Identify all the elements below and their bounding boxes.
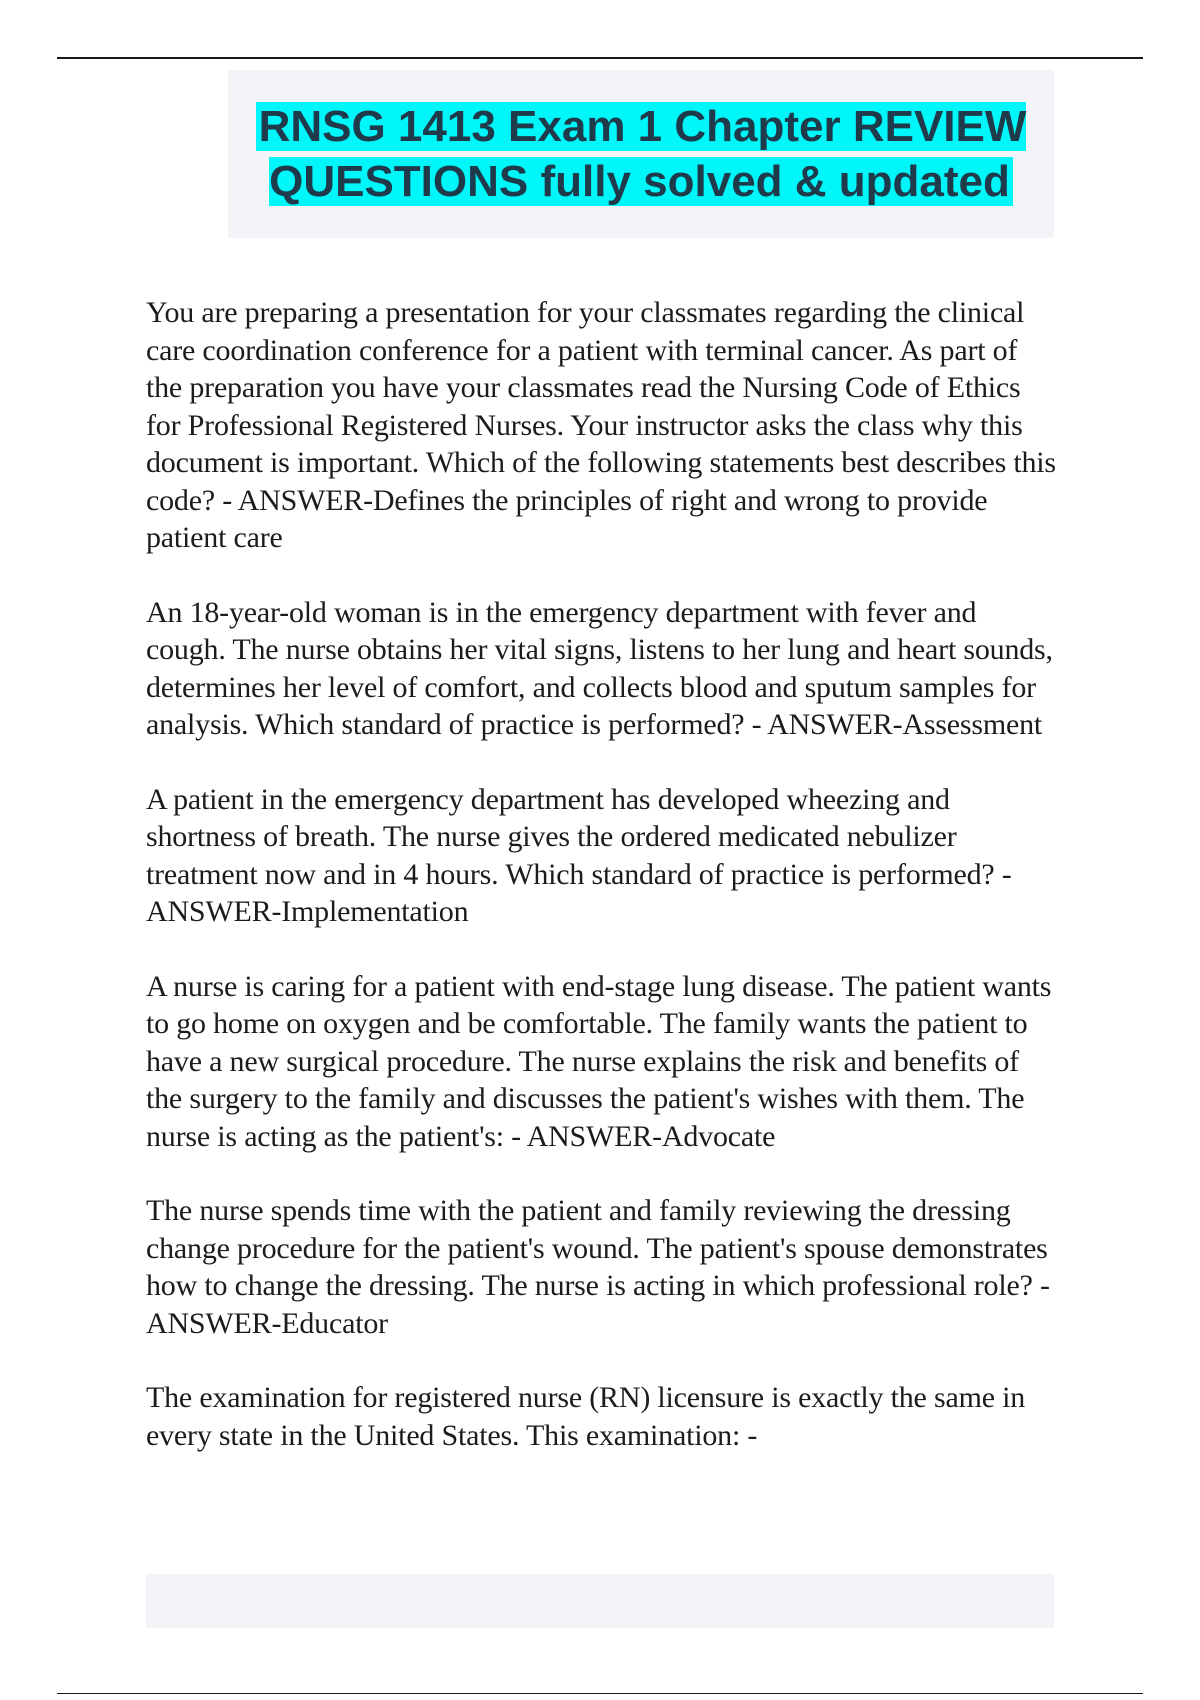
question-item: A nurse is caring for a patient with end-stage lung disease. The patient wants to go home on oxygen and be comfortable. The family wants the patient to have a new surgical procedure. The nurse explains the risk and benefits of the surgery to the family and discusses the patient's wishes with them. The nurse is acting as the patient's: - ANSWER-Advocate [146,969,1052,1153]
footer-placeholder [146,1574,1054,1628]
question-item: The examination for registered nurse (RN) licensure is exactly the same in every state in the United States. This examination: - [146,1381,1026,1452]
title-highlight: RNSG 1413 Exam 1 Chapter REVIEW QUESTIONS fully solved & updated [256,102,1027,206]
bottom-rule [57,1693,1143,1694]
top-rule [57,57,1143,59]
question-list [146,294,1056,1491]
document-title [228,99,1054,209]
question-item: The nurse spends time with the patient and family reviewing the dressing change procedure for the patient's wound. The patient's spouse demonstrates how to change the dressing. The nurse is acting in which professional role? - ANSWER-Educator [146,1194,1050,1340]
question-item: An 18-year-old woman is in the emergency department with fever and cough. The nurse obtains her vital signs, listens to her lung and heart sounds, determines her level of comfort, and collects blood and sputum samples for analysis. Which standard of practice is performed? - ANSWER-Assessment [146,595,1053,741]
title-block [228,70,1054,238]
question-item: A patient in the emergency department has developed wheezing and shortness of breath. The nurse gives the ordered medicated nebulizer treatment now and in 4 hours. Which standard of practice is performed? - ANSWER-Implementation [146,782,1012,928]
question-item: You are preparing a presentation for your classmates regarding the clinical care coordination conference for a patient with terminal cancer. As part of the preparation you have your classmates read the Nursing Code of Ethics for Professional Registered Nurses. Your instructor asks the class why this document is important. Which of the following statements best describes this code? - ANSWER-Defines the principles of right and wrong to provide patient care [146,296,1056,554]
